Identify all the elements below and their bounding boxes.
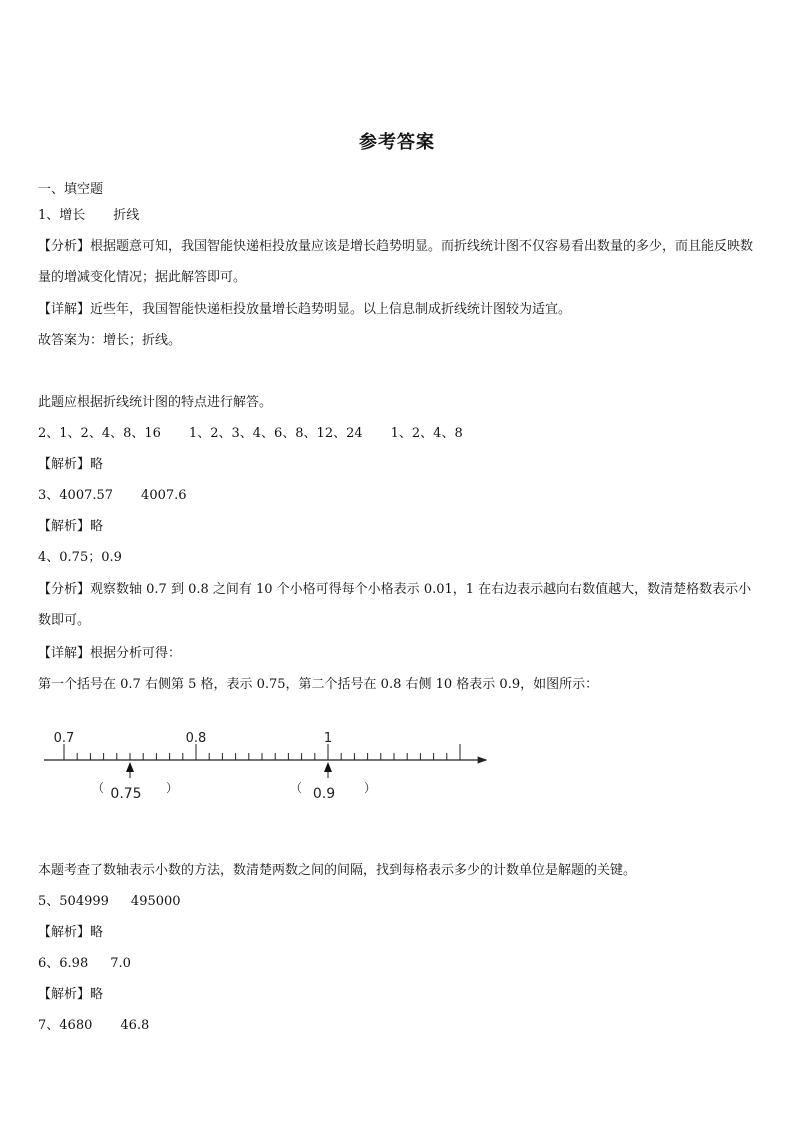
q1-final-answer: 故答案为：增长；折线。 xyxy=(38,333,182,348)
q2-number: 2、 xyxy=(38,426,60,441)
q2-answer xyxy=(38,426,760,442)
q2-analysis: 【解析】略 xyxy=(38,457,104,472)
q2-answer-1: 1、2、4、8、16 xyxy=(59,426,161,441)
q4-analysis: 【分析】观察数轴 0.7 到 0.8 之间有 10 个小格可得每个小格表示 0.01，1 在右边表示越向右数值越大，数清楚格数表示小数即可。 xyxy=(38,582,752,628)
q3-answer xyxy=(38,488,760,504)
number-line xyxy=(38,722,498,812)
q6-answer xyxy=(38,956,760,972)
section-heading: 一、填空题 xyxy=(38,182,104,197)
q1-number: 1、 xyxy=(38,208,60,223)
q3-analysis: 【解析】略 xyxy=(38,519,104,534)
q2-answer-2: 1、2、3、4、6、8、12、24 xyxy=(188,426,363,441)
mark-answer: 0.75 xyxy=(110,786,142,802)
q7-answer xyxy=(38,1018,760,1034)
q1-answer xyxy=(38,208,760,224)
tick-label: 0.8 xyxy=(185,731,207,746)
q5-answer-1: 504999 xyxy=(59,894,109,909)
q3-answer-2: 4007.6 xyxy=(141,488,187,503)
q6-analysis: 【解析】略 xyxy=(38,987,104,1002)
q3-answer-1: 4007.57 xyxy=(59,488,114,503)
q7-answer-2: 46.8 xyxy=(120,1018,150,1033)
q5-answer-2: 495000 xyxy=(130,894,181,909)
q6-number: 6、 xyxy=(38,956,60,971)
q2-answer-3: 1、2、4、8 xyxy=(390,426,463,441)
q5-answer xyxy=(38,894,760,910)
q4-detail: 【详解】根据分析可得： xyxy=(38,646,182,661)
q6-answer-1: 6.98 xyxy=(59,956,89,971)
tick-label: 0.7 xyxy=(53,731,75,746)
paren-close: ） xyxy=(166,781,179,795)
paren-open: （ xyxy=(92,781,105,795)
paren-open: （ xyxy=(290,781,303,795)
number-line-ticks xyxy=(64,744,460,760)
page-title: 参考答案 xyxy=(359,132,435,153)
q5-number: 5、 xyxy=(38,894,60,909)
mark-arrow xyxy=(126,762,134,772)
number-line-figure xyxy=(38,722,498,812)
q1-note: 此题应根据折线统计图的特点进行解答。 xyxy=(38,395,273,410)
tick-label: 1 xyxy=(323,731,333,746)
q1-analysis: 【分析】根据题意可知，我国智能快递柜投放量应该是增长趋势明显。而折线统计图不仅容易看出数量的多少，而且能反映数量的增减变化情况；据此解答即可。 xyxy=(38,239,754,285)
number-line-marks xyxy=(92,762,376,802)
q6-answer-2: 7.0 xyxy=(110,956,131,971)
q5-analysis: 【解析】略 xyxy=(38,925,104,940)
q1-detail: 【详解】近些年，我国智能快递柜投放量增长趋势明显。以上信息制成折线统计图较为适宜。 xyxy=(38,302,572,317)
mark-answer: 0.9 xyxy=(312,786,336,802)
number-line-labels xyxy=(54,731,332,746)
q4-explain: 第一个括号在 0.7 右侧第 5 格，表示 0.75，第二个括号在 0.8 右侧 10 格表示 0.9，如图所示： xyxy=(38,677,599,692)
q7-number: 7、 xyxy=(38,1018,60,1033)
q1-answer-2: 折线 xyxy=(113,208,140,223)
q3-number: 3、 xyxy=(38,488,60,503)
mark-arrow xyxy=(324,762,332,772)
q4-answer: 4、0.75；0.9 xyxy=(38,550,122,565)
q7-answer-1: 4680 xyxy=(59,1018,93,1033)
q1-answer-1: 增长 xyxy=(59,208,86,223)
q4-note: 本题考查了数轴表示小数的方法，数清楚两数之间的间隔，找到每格表示多少的计数单位是解题的关键。 xyxy=(38,863,637,878)
paren-close: ） xyxy=(364,781,377,795)
